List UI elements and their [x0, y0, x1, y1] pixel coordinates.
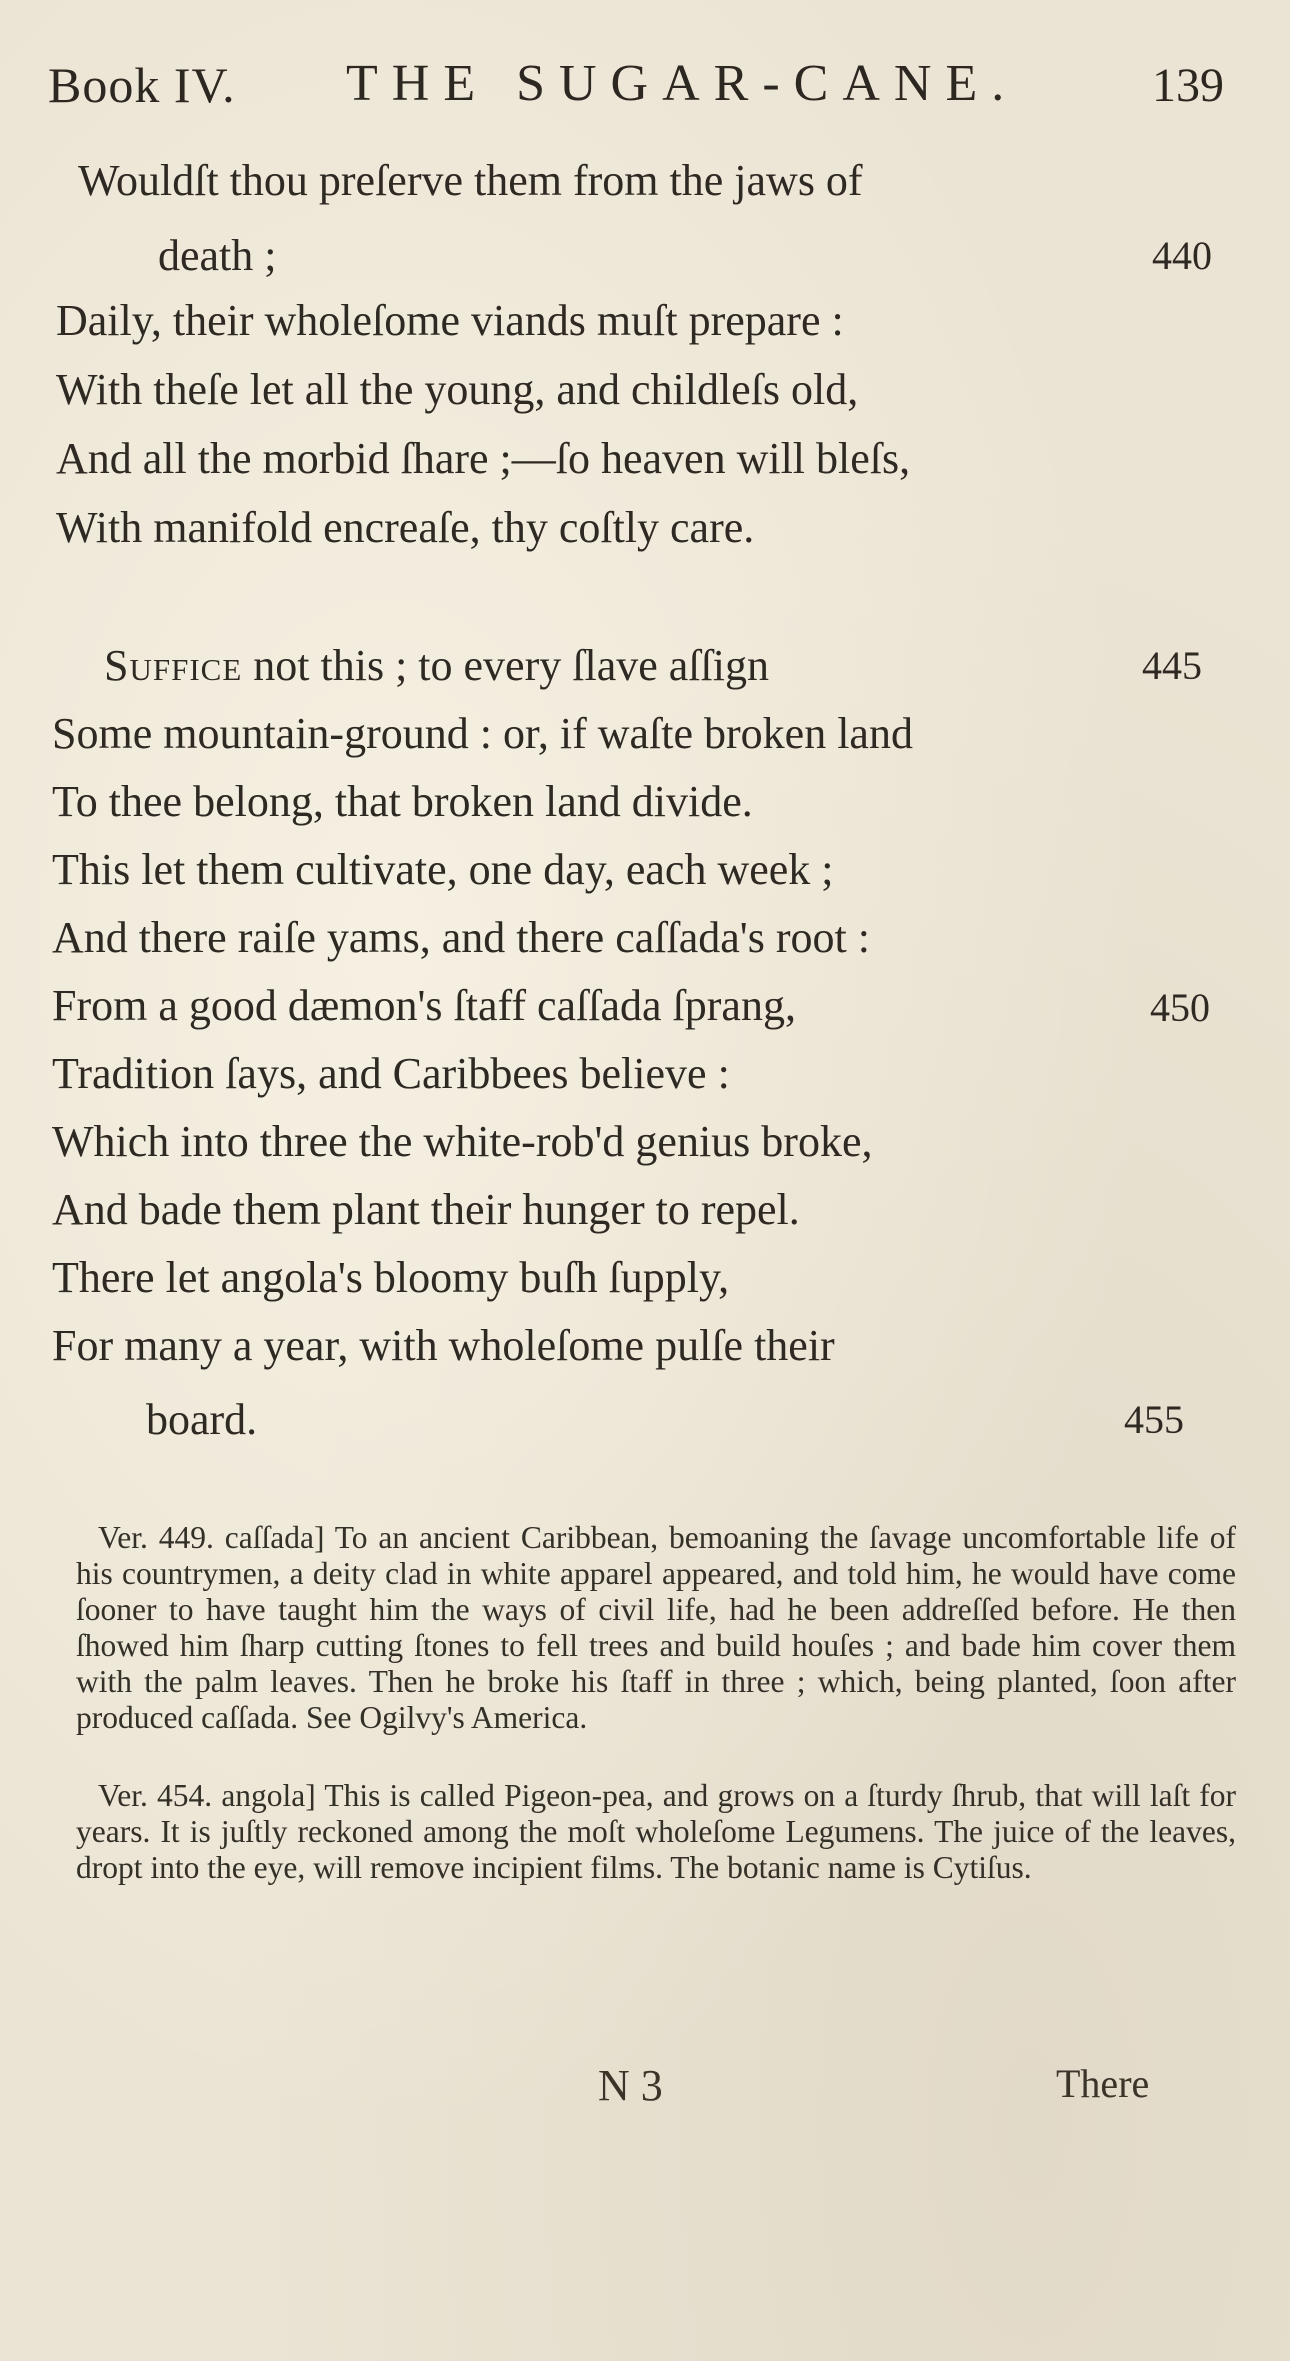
verse-line: With manifold encreaſe, thy coſtly care.	[56, 503, 755, 552]
footnote-ref: Ver. 454.	[98, 1778, 213, 1813]
running-header	[48, 48, 1238, 118]
book-number: Book IV.	[48, 57, 236, 113]
verse-line: Suffice not this ; to every ſlave aſſign	[104, 641, 769, 690]
verse-line: Daily, their wholeſome viands muſt prepare :	[56, 296, 844, 345]
verse-line: Tradition ſays, and Caribbees believe :	[52, 1049, 730, 1098]
footnote-ref: Ver. 449.	[98, 1520, 214, 1555]
verse-line: Some mountain-ground : or, if waſte broken land	[52, 709, 913, 758]
verse-line: With theſe let all the young, and childleſs old,	[56, 365, 859, 414]
footnote-text: This is called Pigeon-pea, and grows on a ſturdy ſhrub, that will laſt for years. It is juſtly reckoned among the moſt wholeſome Legumens. The juice of the leaves, dropt into the eye, will remove incipient films. The botanic name is Cytiſus.	[76, 1778, 1237, 1885]
verse-line: From a good dæmon's ſtaff caſſada ſprang,	[52, 981, 796, 1030]
footnote	[76, 1778, 1236, 1886]
running-title: THE SUGAR-CANE.	[346, 55, 1019, 112]
footnote	[76, 1520, 1236, 1736]
verse-line: And there raiſe yams, and there caſſada's root :	[52, 913, 870, 962]
verse-line: board.	[146, 1395, 258, 1444]
verse-line: To thee belong, that broken land divide.	[52, 777, 753, 826]
catchword: There	[1056, 2061, 1150, 2106]
page-number: 139	[1152, 59, 1224, 112]
line-number: 455	[1124, 1397, 1184, 1442]
verse-line: death ;	[158, 231, 277, 280]
verse-line: This let them cultivate, one day, each week ;	[52, 845, 834, 894]
verse-line: And all the morbid ſhare ;—ſo heaven will bleſs,	[56, 434, 911, 483]
verse-line: And bade them plant their hunger to repel.	[52, 1185, 800, 1234]
line-number: 440	[1152, 233, 1212, 278]
line-number: 450	[1150, 985, 1210, 1030]
footnote-label: caſſada]	[224, 1520, 325, 1555]
line-number: 445	[1142, 643, 1202, 688]
verse-line: There let angola's bloomy buſh ſupply,	[52, 1253, 730, 1302]
footnote-label: angola]	[221, 1778, 316, 1813]
footnote-text: To an ancient Caribbean, bemoaning the ſavage uncomfortable life of his countrymen, a deity clad in white apparel appeared, and told him, he would have come ſooner to have taught him the ways of civil life, had he been addreſſed before. He then ſhowed him ſharp cutting ſtones to fell trees and build houſes ; and bade him cover them with the palm leaves. Then he broke his ſtaff in three ; which, being planted, ſoon after produced caſſada. See Ogilvy's America.	[76, 1520, 1236, 1735]
verse-line: For many a year, with wholeſome pulſe their	[52, 1321, 835, 1370]
stanza-lead-word: Suffice	[104, 641, 243, 690]
signature-mark: N 3	[598, 2061, 663, 2110]
verse-line: Which into three the white-rob'd genius broke,	[52, 1117, 873, 1166]
verse-line: Wouldſt thou preſerve them from the jaws of	[78, 156, 863, 205]
